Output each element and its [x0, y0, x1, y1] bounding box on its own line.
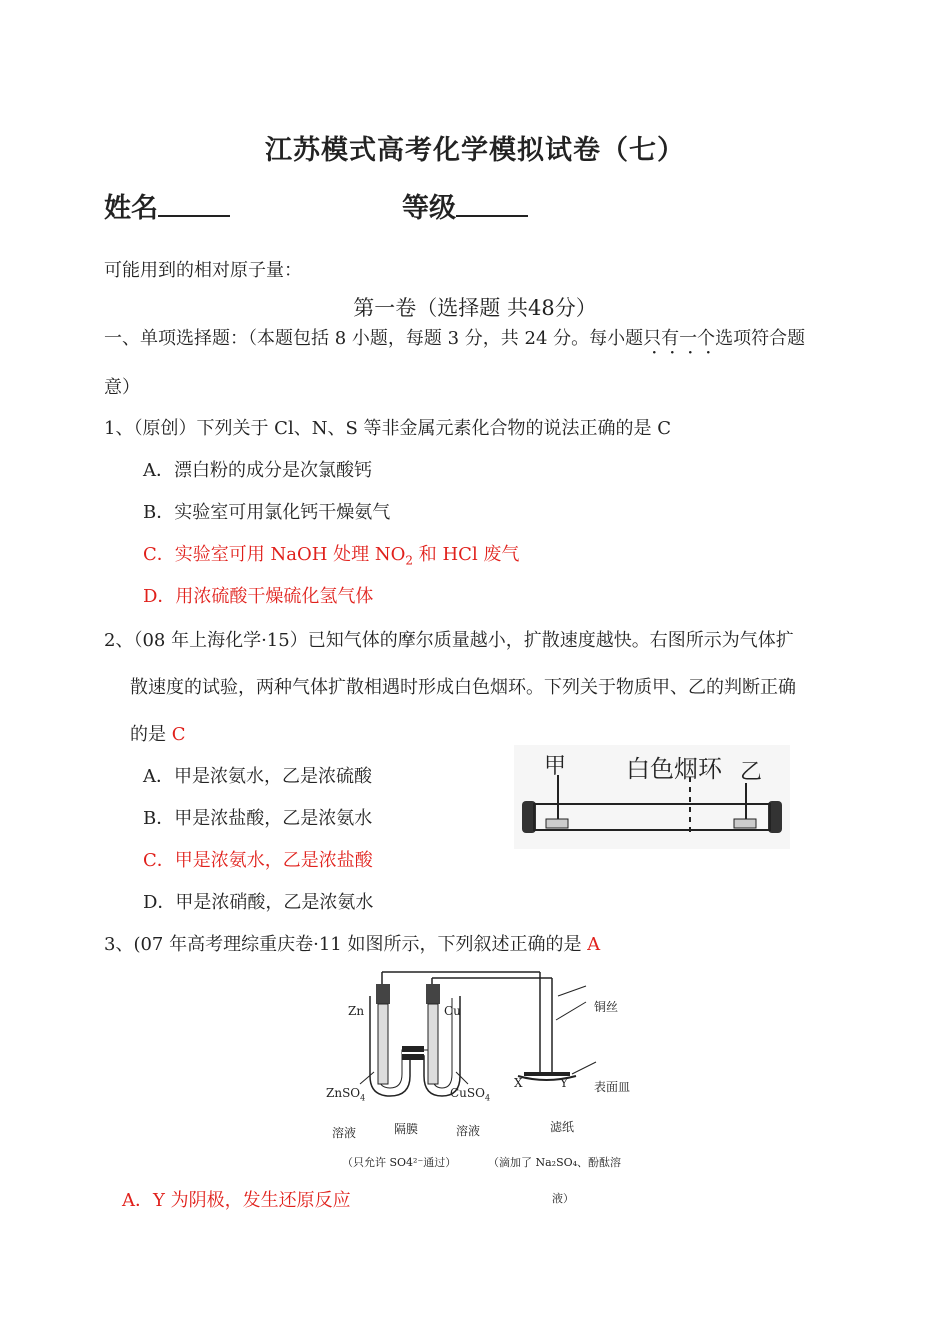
label-paper-note-2: 液）	[552, 1192, 574, 1205]
q1-option-a: A．漂白粉的成分是次氯酸钙	[143, 460, 372, 481]
label-zn: Zn	[348, 1004, 365, 1018]
q2-stem-line3: 的是 C	[130, 724, 186, 745]
label-solution-1: 溶液	[332, 1126, 357, 1140]
label-cu: Cu	[444, 1004, 461, 1018]
name-blank[interactable]	[158, 191, 230, 217]
q1-option-b: B．实验室可用氯化钙干燥氨气	[143, 502, 391, 523]
q3-stem: 3、(07 年高考理综重庆卷·11 如图所示，下列叙述正确的是 A	[104, 934, 601, 955]
q3-option-a: A．Y 为阴极，发生还原反应	[122, 1190, 351, 1211]
label-filter-paper: 滤纸	[550, 1120, 575, 1134]
label-yi: 乙	[740, 760, 763, 785]
diffusion-tube-figure	[514, 745, 790, 849]
q2-stem-line1: 2、（08 年上海化学·15）已知气体的摩尔质量越小，扩散速度越快。右图所示为气体扩	[104, 630, 794, 651]
label-paper-note: （滴加了 Na₂SO₄、酚酞溶	[488, 1156, 622, 1169]
q1-stem: 1、（原创）下列关于 Cl、N、S 等非金属元素化合物的说法正确的是 C	[104, 418, 671, 439]
diffusion-tube-drawing	[514, 745, 790, 849]
part-one-title: 第一卷（选择题 共48分）	[353, 296, 597, 320]
label-cuso4: CuSO$_4$	[450, 1086, 491, 1103]
page-title: 江苏模式高考化学模拟试卷（七）	[265, 135, 685, 166]
label-jia: 甲	[544, 754, 567, 779]
section-one-line1: 一、单项选择题：（本题包括 8 小题，每题 3 分，共 24 分。每小题只有一个选项符合题	[104, 328, 806, 349]
label-watch-glass: 表面皿	[594, 1080, 631, 1094]
q1-option-d: D．用浓硫酸干燥硫化氢气体	[143, 586, 374, 607]
label-membrane: 隔膜	[394, 1122, 419, 1136]
grade-label: 等级	[402, 193, 456, 224]
q2-option-c: C．甲是浓氨水，乙是浓盐酸	[143, 850, 373, 871]
label-x: X	[514, 1076, 523, 1090]
q2-option-b: B．甲是浓盐酸，乙是浓氨水	[143, 808, 373, 829]
label-solution-2: 溶液	[456, 1124, 481, 1138]
grade-field	[402, 186, 528, 225]
label-znso4: ZnSO$_4$	[326, 1086, 366, 1103]
label-copper-wire: 铜丝	[594, 1000, 619, 1014]
q2-stem-line2: 散速度的试验，两种气体扩散相遇时形成白色烟环。下列关于物质甲、乙的判断正确	[130, 677, 796, 698]
label-membrane-note: （只允许 SO4²⁻通过）	[342, 1156, 457, 1169]
q2-option-a: A．甲是浓氨水，乙是浓硫酸	[143, 766, 372, 787]
q1-option-c: C．实验室可用 NaOH 处理 $NO_2$ 和 HCl 废气	[143, 544, 520, 568]
name-label: 姓名	[104, 193, 158, 224]
q2-option-d: D．甲是浓硝酸，乙是浓氨水	[143, 892, 374, 913]
label-smoke-ring: 白色烟环	[626, 755, 722, 783]
section-one-line2: 意）	[104, 377, 140, 398]
atomic-mass-label: 可能用到的相对原子量：	[104, 260, 302, 281]
name-field	[104, 186, 230, 225]
label-y: Y	[560, 1076, 568, 1090]
electrochemical-figure	[320, 966, 660, 1206]
grade-blank[interactable]	[456, 191, 528, 217]
